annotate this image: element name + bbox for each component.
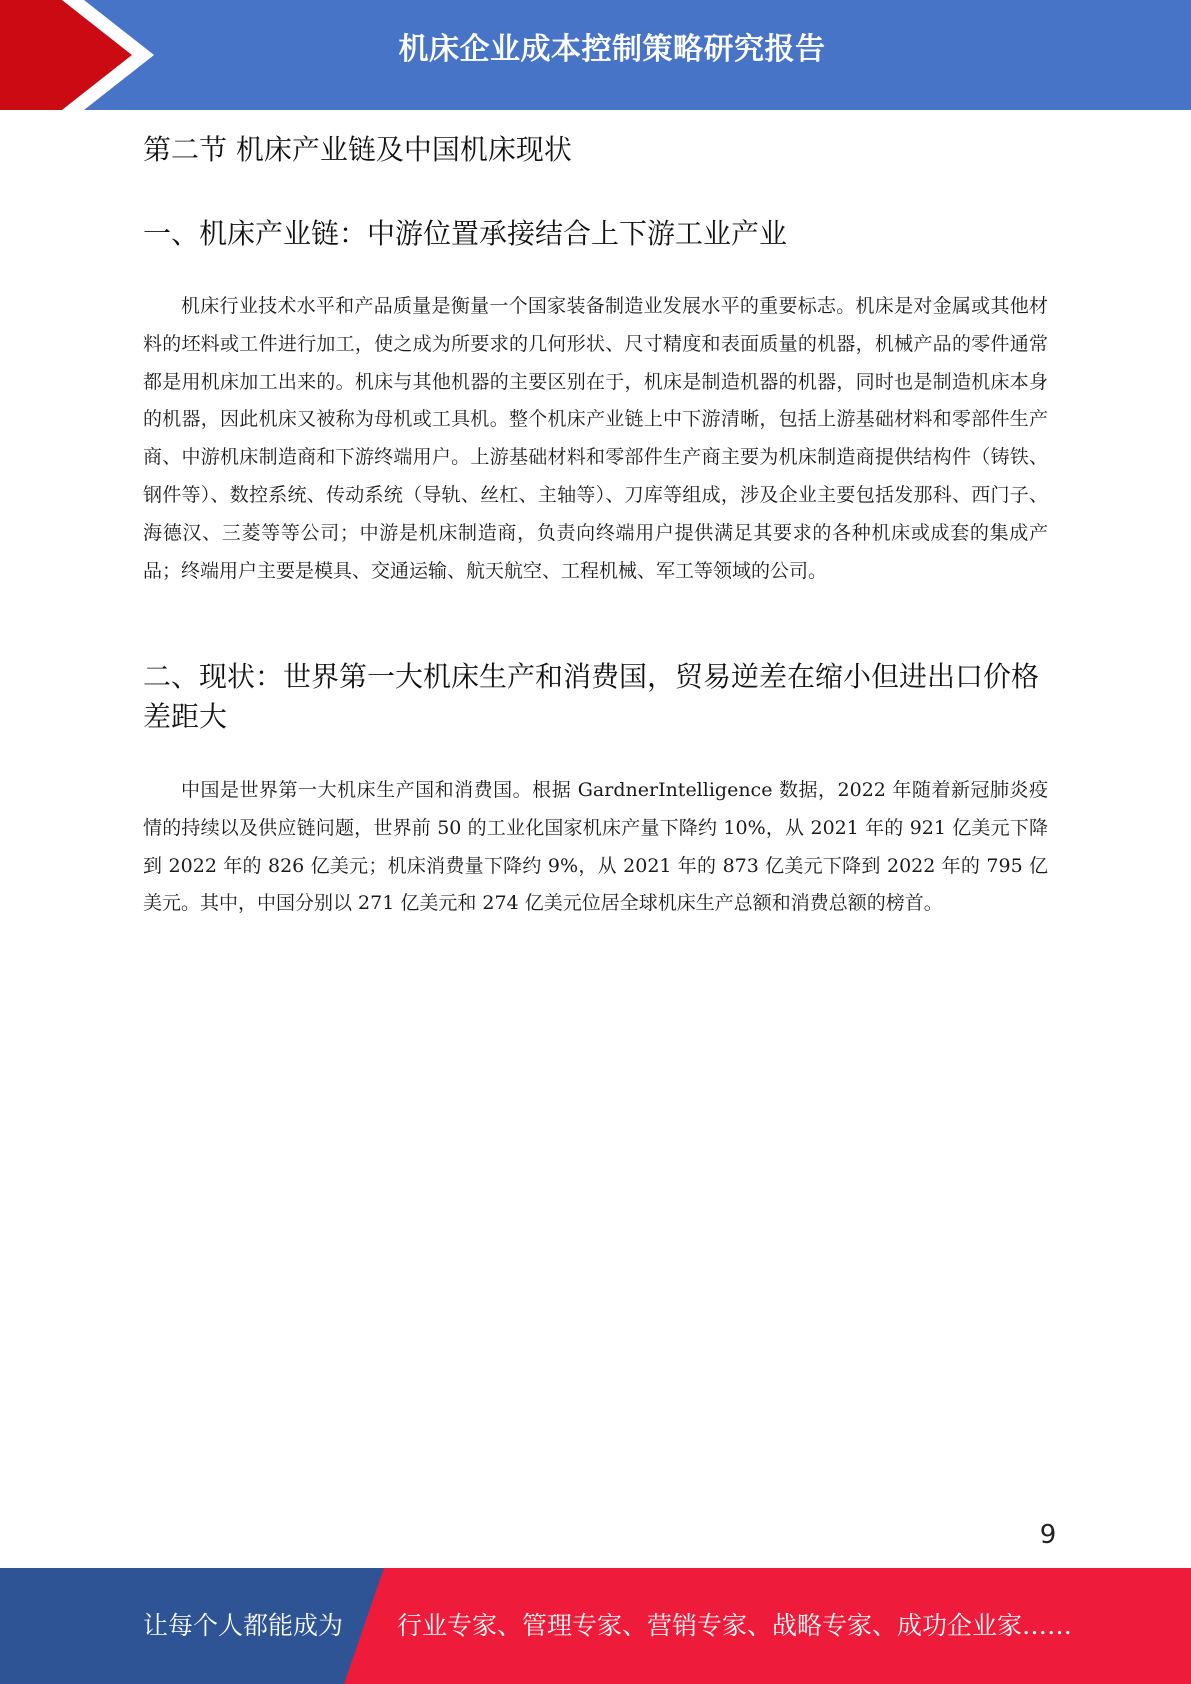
page-header <box>0 0 1191 110</box>
heading-part-one: 一、机床产业链：中游位置承接结合上下游工业产业 <box>143 217 788 250</box>
section-title: 第二节 机床产业链及中国机床现状 <box>143 133 572 166</box>
paragraph-current-status: 中国是世界第一大机床生产国和消费国。根据 GardnerIntelligence 数据，2022 年随着新冠肺炎疫情的持续以及供应链问题，世界前 50 的工业化国家机床产量下降约 10%，从 2021 年的 921 亿美元下降到 2022 年的 826 亿美元；机床消费量下降约 9%，从 2021 年的 873 亿美元下降到 2022 年的 795 亿美元。其中，中国分别以 271 亿美元和 274 亿美元位居全球机床生产总额和消费总额的榜首。 <box>143 779 1048 915</box>
page-footer <box>0 1568 1191 1684</box>
footer-slogan-left: 让每个人都能成为 <box>143 1611 344 1640</box>
heading-part-two: 二、现状：世界第一大机床生产和消费国，贸易逆差在缩小但进出口价格差距大 <box>143 660 1040 733</box>
page-number: 9 <box>1039 1520 1057 1550</box>
report-title: 机床企业成本控制策略研究报告 <box>398 32 826 67</box>
footer-slogan-right: 行业专家、管理专家、营销专家、战略专家、成功企业家…… <box>397 1611 1073 1640</box>
paragraph-industry-chain: 机床行业技术水平和产品质量是衡量一个国家装备制造业发展水平的重要标志。机床是对金属或其他材料的坯料或工件进行加工，使之成为所要求的几何形状、尺寸精度和表面质量的机器，机械产品的零件通常都是用机床加工出来的。机床与其他机器的主要区别在于，机床是制造机器的机器，同时也是制造机床本身的机器，因此机床又被称为母机或工具机。整个机床产业链上中下游清晰，包括上游基础材料和零部件生产商、中游机床制造商和下游终端用户。上游基础材料和零部件生产商主要为机床制造商提供结构件（铸铁、钢件等）、数控系统、传动系统（导轨、丝杠、主轴等）、刀库等组成，涉及企业主要包括发那科、西门子、海德汉、三菱等等公司；中游是机床制造商，负责向终端用户提供满足其要求的各种机床或成套的集成产品；终端用户主要是模具、交通运输、航天航空、工程机械、军工等领域的公司。 <box>143 295 1048 582</box>
